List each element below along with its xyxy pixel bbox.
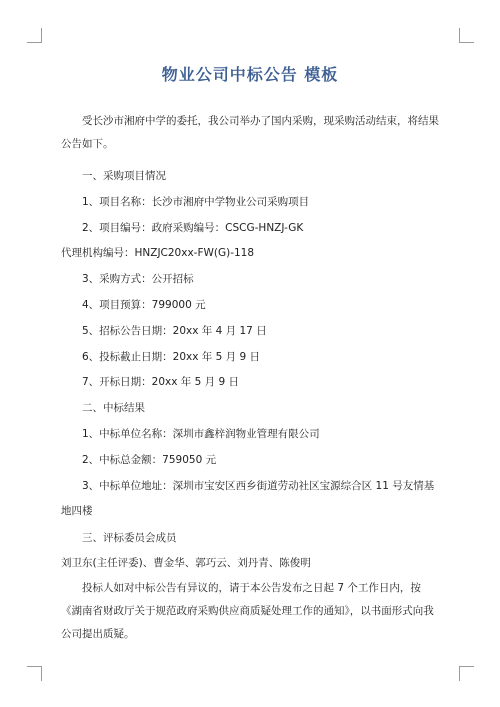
winner-address-line: 3、中标单位地址：深圳市宝安区西乡街道劳动社区宝源综合区 11 号友情基地四楼 [61, 479, 435, 517]
corner-mark-bottom-right [459, 666, 474, 681]
project-name-line: 1、项目名称：长沙市湘府中学物业公司采购项目 [82, 195, 310, 208]
project-budget-line: 4、项目预算：799000 元 [82, 298, 206, 311]
agency-number-line: 代理机构编号：HNZJC20xx-FW(G)-118 [61, 247, 255, 260]
section-heading-committee: 三、评标委员会成员 [82, 531, 177, 544]
bid-deadline-line: 6、投标截止日期：20xx 年 5 月 9 日 [82, 350, 261, 363]
document-body [61, 110, 441, 654]
corner-mark-top-right [459, 28, 474, 43]
intro-paragraph: 受长沙市湘府中学的委托，我公司举办了国内采购，现采购活动结束，将结果公告如下。 [61, 115, 439, 150]
procurement-method-line: 3、采购方式：公开招标 [82, 273, 194, 286]
corner-mark-top-left [27, 28, 42, 43]
section-heading-procurement: 一、采购项目情况 [82, 170, 166, 182]
committee-members-line: 刘卫东(主任评委)、曹金华、郭巧云、刘丹青、陈俊明 [61, 557, 311, 570]
winner-amount-line: 2、中标总金额：759050 元 [82, 453, 217, 466]
corner-mark-bottom-left [27, 666, 42, 681]
tender-notice-date-line: 5、招标公告日期：20xx 年 4 月 17 日 [82, 324, 267, 337]
section-heading-result: 二、中标结果 [82, 402, 145, 415]
bid-opening-date-line: 7、开标日期：20xx 年 5 月 9 日 [82, 376, 240, 389]
objection-notice-paragraph: 投标人如对中标公告有异议的，请于本公告发布之日起 7 个工作日内，按《湖南省财政厅关于规范政府采购供应商质疑处理工作的通知》，以书面形式向我公司提出质疑。 [61, 582, 434, 641]
document-title: 物业公司中标公告 模板 [161, 65, 339, 84]
project-number-line: 2、项目编号：政府采购编号：CSCG-HNZJ-GK [82, 221, 304, 234]
winner-name-line: 1、中标单位名称：深圳市鑫梓润物业管理有限公司 [82, 427, 320, 440]
